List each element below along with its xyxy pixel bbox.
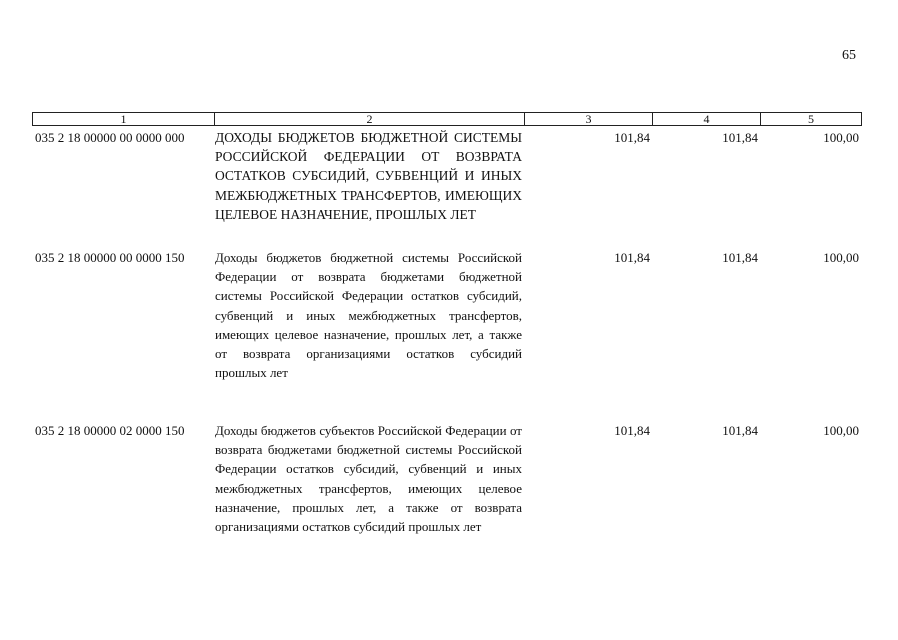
row-value-col4: 101,84 [722, 130, 758, 145]
column-header-2: 2 [215, 113, 525, 125]
column-header-1: 1 [33, 113, 215, 125]
row-value-col3: 101,84 [614, 250, 650, 265]
row-value-col4: 101,84 [722, 250, 758, 265]
table-header-row [32, 112, 862, 126]
column-header-3: 3 [525, 113, 653, 125]
row-value-col3: 101,84 [614, 423, 650, 438]
row-value-col5: 100,00 [823, 250, 859, 265]
row-value-col4: 101,84 [722, 423, 758, 438]
row-name: ДОХОДЫ БЮДЖЕТОВ БЮДЖЕТНОЙ СИСТЕМЫ РОССИЙСКОЙ ФЕДЕРАЦИИ ОТ ВОЗВРАТА ОСТАТКОВ СУБСИДИЙ, СУБВЕНЦИЙ И ИНЫХ МЕЖБЮДЖЕТНЫХ ТРАНСФЕРТОВ, ИМЕЮЩИХ ЦЕЛЕВОЕ НАЗНАЧЕНИЕ, ПРОШЛЫХ ЛЕТ [215, 130, 522, 222]
column-header-5: 5 [808, 112, 814, 126]
row-name: Доходы бюджетов бюджетной системы Российской Федерации от возврата бюджетами бюджетной системы Российской Федерации остатков субсидий, субвенций и иных межбюджетных трансфертов, имеющих целевое назначение, прошлых лет, а также от возврата организациями остатков субсидий прошлых лет [215, 250, 522, 381]
row-name: Доходы бюджетов субъектов Российской Федерации от возврата бюджетами бюджетной системы Российской Федерации остатков субсидий, субвенций и иных межбюджетных трансфертов, имеющих целевое назначение, прошлых лет, а также от возврата организациями остатков субсидий прошлых лет [215, 423, 522, 535]
page-number: 65 [842, 48, 856, 63]
row-value-col3: 101,84 [614, 130, 650, 145]
column-header-4: 4 [653, 113, 761, 125]
row-code: 035 2 18 00000 02 0000 150 [35, 423, 185, 438]
row-code: 035 2 18 00000 00 0000 150 [35, 250, 185, 265]
row-value-col5: 100,00 [823, 423, 859, 438]
row-code: 035 2 18 00000 00 0000 000 [35, 130, 185, 145]
row-value-col5: 100,00 [823, 130, 859, 145]
